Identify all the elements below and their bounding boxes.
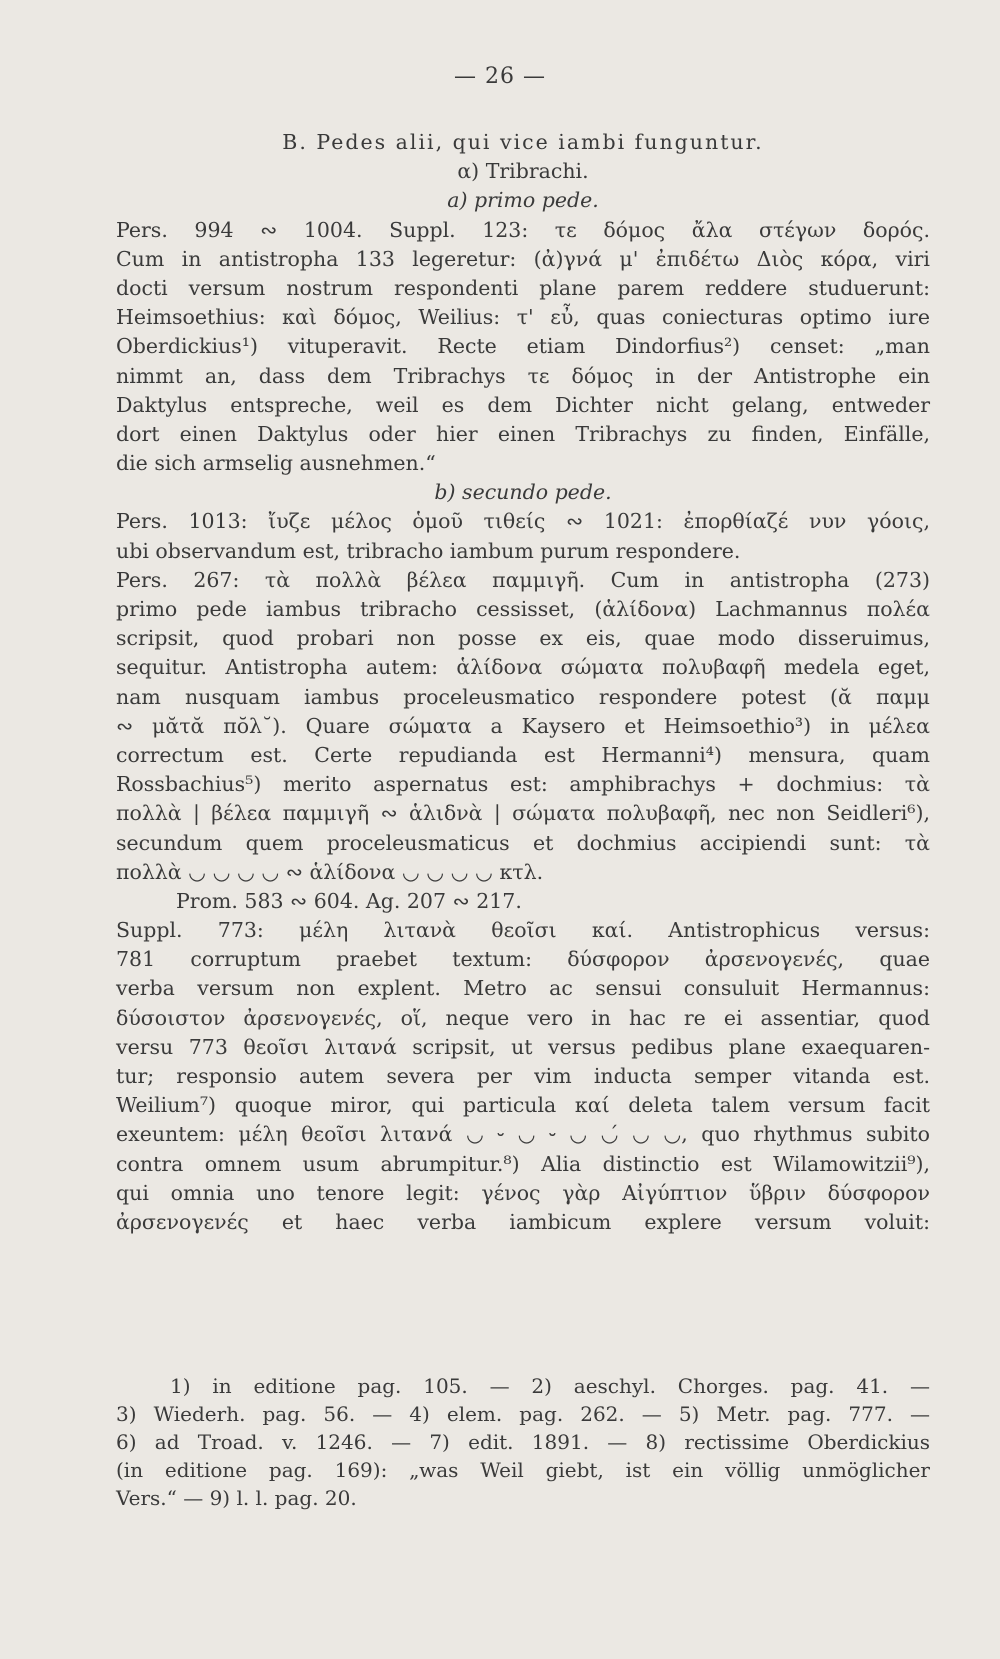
text-line: docti versum nostrum respondenti plane parem reddere studuerunt: [116, 275, 930, 300]
text-line: Pers. 267: τὰ πολλὰ βέλεα παμμιγῆ. Cum in antistropha (273) [116, 567, 930, 592]
text-line: qui omnia uno tenore legit: γένος γὰρ Αἰγύπτιον ὕβριν δύσφορον [116, 1180, 930, 1205]
text-line: Suppl. 773: μέλη λιτανὰ θεοῖσι καί. Antistrophicus versus: [116, 918, 930, 943]
text-line: nimmt an, dass dem Tribrachys τε δόμος in der Antistrophe ein [116, 363, 930, 388]
text-line: ubi observandum est, tribracho iambum purum respondere. [116, 538, 741, 563]
text-line: b) secundo pede. [434, 480, 612, 505]
text-line: ἀρσενογενές et haec verba iambicum explere versum voluit: [116, 1209, 930, 1234]
text-line: ∾ μᾰτᾰ πŏλ˘). Quare σώματα a Kaysero et Heimsoethio³) in μέλεα [116, 713, 930, 738]
text-line: Daktylus entspreche, weil es dem Dichter nicht gelang, entweder [116, 392, 930, 417]
text-line: Pers. 1013: ἴυζε μέλος ὁμοῦ τιθείς ∾ 1021: ἐπορθίαζέ νυν γόοις, [116, 509, 930, 534]
text-line: nam nusquam iambus proceleusmatico respondere potest (ᾰ παμμ [116, 684, 930, 709]
text-line: Pers. 994 ∾ 1004. Suppl. 123: τε δόμος ἄλα στέγων δορός. [116, 217, 930, 242]
text-line: scripsit, quod probari non posse ex eis, quae modo disseruimus, [116, 626, 930, 651]
text-line: Rossbachius⁵) merito aspernatus est: amphibrachys + dochmius: τὰ [116, 772, 930, 797]
text-line: a) primo pede. [447, 188, 599, 213]
footnote-line: 3) Wiederh. pag. 56. — 4) elem. pag. 262. — 5) Metr. pag. 777. — [116, 1402, 930, 1426]
text-line: πολλὰ ◡ ◡ ◡ ◡ ∾ ἁλίδονα ◡ ◡ ◡ ◡ κτλ. [116, 859, 544, 884]
text-line: tur; responsio autem severa per vim inducta semper vitanda est. [116, 1064, 930, 1088]
text-line: die sich armselig ausnehmen.“ [116, 451, 436, 476]
text-line: primo pede iambus tribracho cessisset, (ἁλίδονα) Lachmannus πολέα [116, 597, 930, 621]
footnote-line: 6) ad Troad. v. 1246. — 7) edit. 1891. — 8) rectissime Oberdickius [116, 1430, 930, 1454]
text-line: Weilium⁷) quoque miror, qui particula καί deleta talem versum facit [116, 1093, 930, 1118]
footnote-line: Vers.“ — 9) l. l. pag. 20. [116, 1486, 357, 1510]
text-line: δύσοιστον ἀρσενογενές, οἵ, neque vero in hac re ei assentiar, quod [116, 1005, 930, 1030]
text-line: secundum quem proceleusmaticus et dochmius accipiendi sunt: τὰ [116, 830, 930, 855]
text-line: Cum in antistropha 133 legeretur: (ἀ)γνά μ' ἐπιδέτω Διὸς κόρα, viri [116, 246, 930, 271]
main-text [116, 128, 930, 1237]
text-line: versu 773 θεοῖσι λιτανά scripsit, ut versus pedibus plane exaequaren- [116, 1034, 930, 1059]
text-line: contra omnem usum abrumpitur.⁸) Alia distinctio est Wilamowitzii⁹), [116, 1151, 930, 1176]
text-line: 781 corruptum praebet textum: δύσφορον ἀρσενογενές, quae [116, 947, 930, 972]
text-line: πολλὰ | βέλεα παμμιγῆ ∾ ἁλιδνὰ | σώματα πολυβαφῆ, nec non Seidleri⁶), [116, 801, 930, 826]
text-line: sequitur. Antistropha autem: ἁλίδονα σώματα πολυβαφῆ medela eget, [116, 655, 930, 680]
footnotes [116, 1372, 930, 1512]
text-line: Prom. 583 ∾ 604. Ag. 207 ∾ 217. [176, 888, 522, 913]
footnote-line: (in editione pag. 169): „was Weil giebt, ist ein völlig unmöglicher [116, 1458, 930, 1482]
text-line: Heimsoethius: καὶ δόμος, Weilius: τ' εὖ, quas coniecturas optimo iure [116, 305, 930, 330]
text-line: dort einen Daktylus oder hier einen Tribrachys zu finden, Einfälle, [116, 421, 930, 446]
footnote-line: 1) in editione pag. 105. — 2) aeschyl. Chorges. pag. 41. — [170, 1374, 930, 1398]
text-line: α) Tribrachi. [457, 159, 589, 184]
text-line: B. Pedes alii, qui vice iambi funguntur. [282, 130, 764, 154]
text-line: correctum est. Certe repudianda est Hermanni⁴) mensura, quam [116, 742, 930, 767]
text-line: exeuntem: μέλη θεοῖσι λιτανά ◡ ⏑ ◡ ⏑ ◡ ◡́ ◡ ◡, quo rhythmus subito [116, 1122, 930, 1147]
text-line: verba versum non explent. Metro ac sensui consuluit Hermannus: [116, 976, 930, 1001]
text-line: Oberdickius¹) vituperavit. Recte etiam Dindorfius²) censet: „man [116, 334, 930, 359]
page-number: — 26 — [454, 64, 546, 89]
